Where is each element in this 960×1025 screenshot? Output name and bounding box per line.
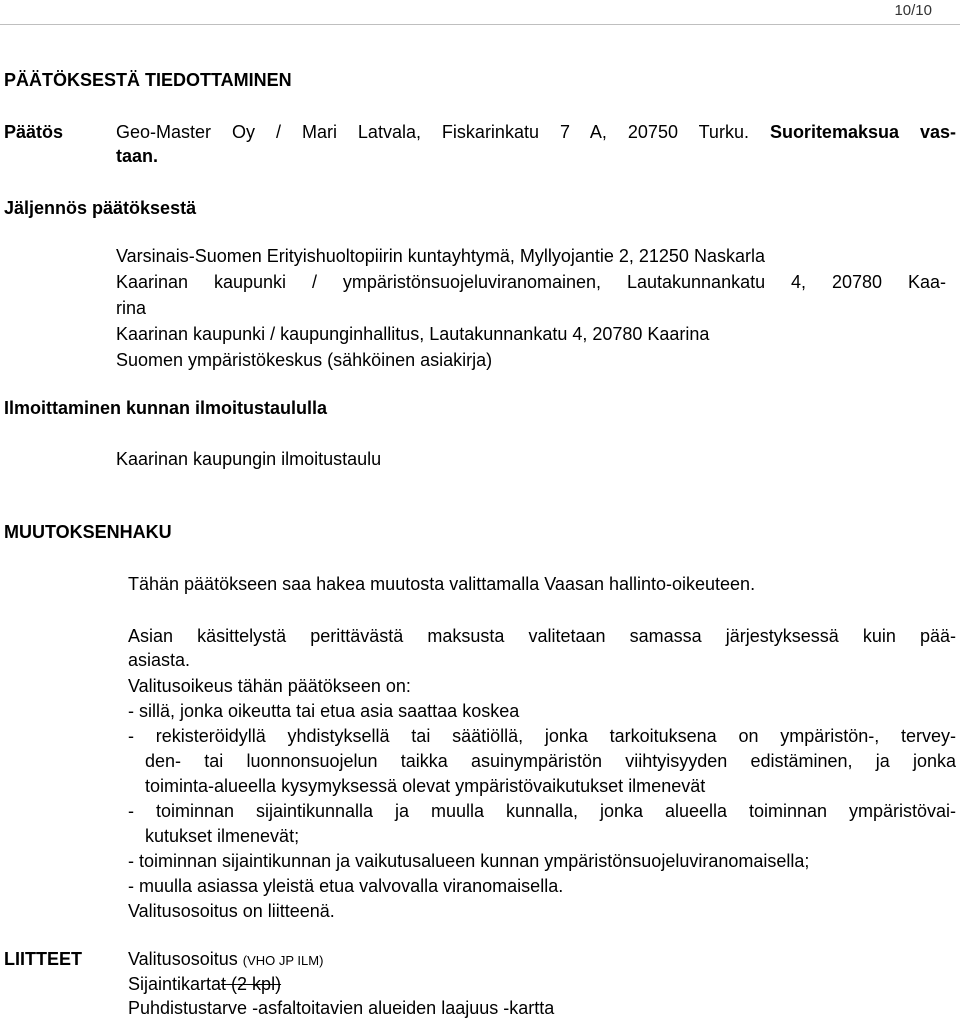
decision-label: Päätös (4, 122, 64, 142)
section-heading-notice-board: Ilmoittaminen kunnan ilmoitustaululla (4, 398, 328, 418)
section-heading-copy: Jäljennös päätöksestä (4, 198, 197, 218)
section-heading-notice: PÄÄTÖKSESTÄ TIEDOTTAMINEN (4, 70, 292, 90)
notice-board-text: Kaarinan kaupungin ilmoitustaulu (116, 449, 382, 469)
decision-text-line1 (116, 120, 956, 144)
appeal-rights-item-continuation: toiminta-alueella kysymyksessä olevat ympäristövaikutukset ilmenevät (145, 776, 706, 796)
appeal-rights-item: - sillä, jonka oikeutta tai etua asia saattaa koskea (128, 701, 520, 721)
decision-fee-text: Suoritemaksua vas- (769, 122, 956, 142)
attachment-2-title: Sijaintikarta (128, 974, 222, 994)
appeal-paragraph-4: Valitusosoitus on liitteenä. (128, 901, 335, 921)
attachment-1-title: Valitusosoitus (128, 949, 238, 969)
attachment-1-code: (VHO JP ILM) (242, 953, 324, 968)
appeal-rights-item-continuation: kutukset ilmenevät; (145, 826, 300, 846)
copy-recipient-line: Suomen ympäristökeskus (sähköinen asiakirja) (116, 350, 493, 370)
appeal-rights-item: - rekisteröidyllä yhdistyksellä tai säätiöllä, jonka tarkoituksena on ympäristön-, tervey- (128, 726, 956, 746)
copy-recipient-line: Kaarinan kaupunki / kaupunginhallitus, Lautakunnankatu 4, 20780 Kaarina (116, 324, 710, 344)
appeal-paragraph-3: Valitusoikeus tähän päätökseen on: (128, 676, 411, 696)
copy-recipient-line: Varsinais-Suomen Erityishuoltopiirin kuntayhtymä, Myllyojantie 2, 21250 Naskarla (116, 246, 765, 266)
attachment-appeal-instructions (128, 947, 323, 973)
appeal-paragraph-2-line2: asiasta. (128, 650, 191, 670)
decision-text-line2: taan. (116, 146, 159, 166)
copy-recipient-line: rina (116, 298, 147, 318)
appeal-rights-item-continuation: den- tai luonnonsuojelun taikka asuinympäristön viihtyisyyden edistäminen, ja jonka (145, 751, 956, 771)
section-heading-appeal: MUUTOKSENHAKU (4, 522, 172, 542)
appeal-rights-item: - muulla asiassa yleistä etua valvovalla viranomaisella. (128, 876, 564, 896)
appeal-paragraph-1: Tähän päätökseen saa hakea muutosta valittamalla Vaasan hallinto-oikeuteen. (128, 574, 756, 594)
attachment-location-map (128, 972, 281, 996)
decision-recipient: Geo-Master Oy / Mari Latvala, Fiskarinkatu 7 A, 20750 Turku. (116, 122, 749, 142)
appeal-paragraph-2-line1: Asian käsittelystä perittävästä maksusta valitetaan samassa järjestyksessä kuin pää- (128, 626, 956, 646)
attachment-cleaning-map: Puhdistustarve -asfaltoitavien alueiden laajuus -kartta (128, 998, 555, 1018)
attachment-2-struck-text: t (2 kpl) (221, 974, 282, 994)
attachments-label: LIITTEET (4, 949, 82, 969)
appeal-rights-item: - toiminnan sijaintikunnan ja vaikutusalueen kunnan ympäristönsuojeluviranomaisella; (128, 851, 810, 871)
appeal-rights-item: - toiminnan sijaintikunnalla ja muulla kunnalla, jonka alueella toiminnan ympäristövai- (128, 801, 956, 821)
page-number: 10/10 (894, 2, 932, 19)
copy-recipient-line: Kaarinan kaupunki / ympäristönsuojeluviranomainen, Lautakunnankatu 4, 20780 Kaa- (116, 272, 946, 292)
header-divider (0, 24, 960, 25)
